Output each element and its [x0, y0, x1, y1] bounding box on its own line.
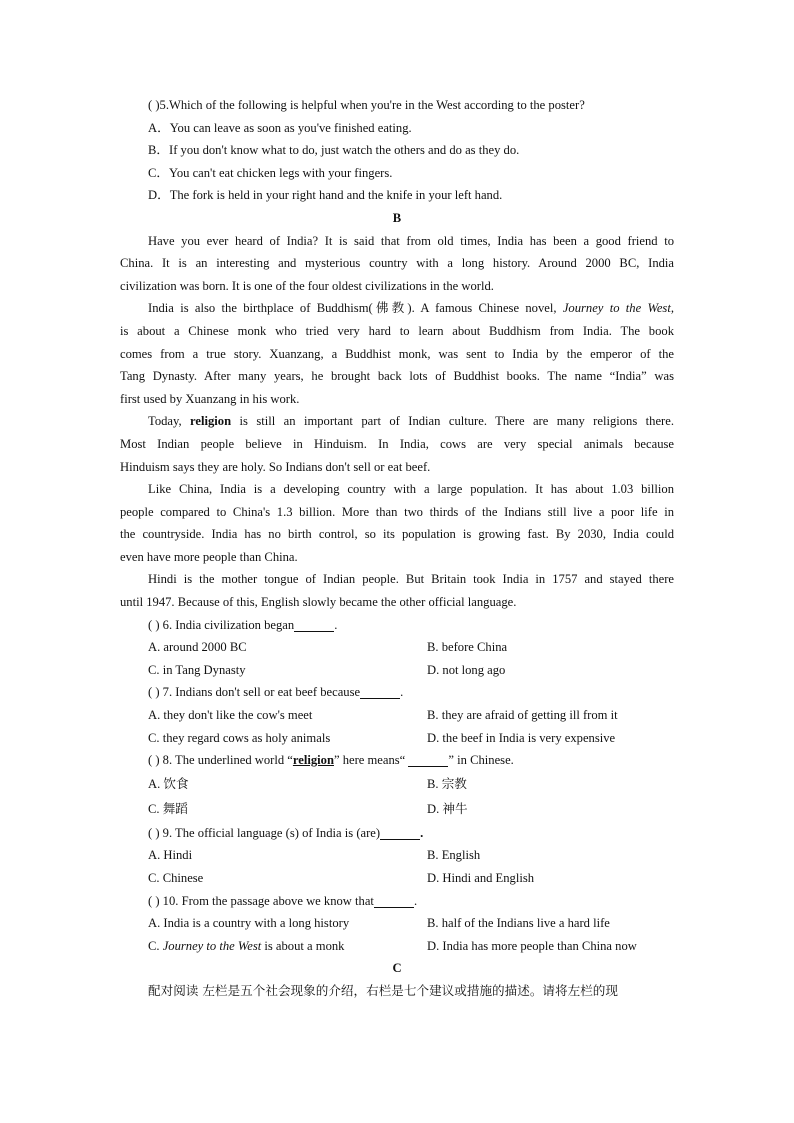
- q10-option-d: D. India has more people than China now: [427, 938, 637, 953]
- q10-option-c-suffix: is about a monk: [261, 938, 345, 953]
- p3-text-c: is still an important part of Indian culture. There are many religions there.: [231, 414, 674, 429]
- novel-title: Journey to the West,: [562, 301, 674, 316]
- passage-b-p3-line1: [120, 410, 674, 433]
- passage-b-p1-line3: civilization was born. It is one of the four oldest civilizations in the world.: [120, 278, 494, 293]
- q10-option-c-title: Journey to the West: [162, 938, 262, 953]
- q9-option-d: D. Hindi and English: [427, 871, 535, 885]
- passage-b-p2-line3: comes from a true story. Xuanzang, a Buddhist monk, was sent to India by the emperor of the: [120, 346, 674, 361]
- passage-b-p1-line2: China. It is an interesting and mysterious country with a long history. Around 2000 BC, India: [120, 256, 674, 271]
- section-b-title: B: [392, 210, 402, 225]
- q9-stem: [120, 822, 674, 845]
- passage-b-p2-line2: is about a Chinese monk who tried very hard to learn about Buddhism from India. The book: [120, 323, 674, 338]
- q9-option-c: C. Chinese: [148, 871, 204, 885]
- q6-blank[interactable]: [294, 617, 334, 632]
- q9-option-b: B. English: [427, 848, 481, 863]
- q8-underlined-word: religion: [292, 753, 334, 768]
- q6-option-a: A. around 2000 BC: [148, 640, 247, 655]
- q10-options-cd: [120, 935, 674, 958]
- p2-text: India is also the birthplace of Buddhism(佛教). A famous Chinese novel,: [148, 301, 563, 316]
- passage-b-p4-line3: the countryside. India has no birth control, so its population is growing fast. By 2030, India could: [120, 527, 674, 542]
- religion-word: religion: [190, 414, 232, 429]
- passage-b-p3-line3: Hinduism says they are holy. So Indians don't sell or eat beef.: [120, 459, 431, 474]
- q10-text: ( ) 10. From the passage above we know that: [148, 893, 374, 908]
- q7-blank[interactable]: [360, 684, 400, 699]
- q6-end: .: [334, 617, 338, 632]
- passage-b-p4-line4: even have more people than China.: [120, 549, 298, 564]
- q10-stem: [120, 890, 674, 913]
- q8-text-b: ” here means“: [333, 753, 409, 768]
- q6-options-cd: [120, 659, 674, 682]
- passage-b-p1-line1: Have you ever heard of India? It is said that from old times, India has been a good friend to: [148, 233, 674, 248]
- q7-option-c: C. they regard cows as holy animals: [148, 730, 331, 745]
- q8-options-cd: [120, 797, 674, 822]
- q6-options-ab: [120, 636, 674, 659]
- q7-option-a: A. they don't like the cow's meet: [148, 708, 313, 723]
- q8-option-c: C. 舞蹈: [148, 801, 188, 816]
- passage-b-p2-line1: [120, 297, 674, 320]
- q6-text: ( ) 6. India civilization began: [148, 617, 295, 632]
- p3-text-a: Today,: [148, 414, 191, 429]
- q8-stem: [120, 749, 674, 772]
- q6-option-d: D. not long ago: [427, 662, 506, 677]
- section-c-title: C: [392, 961, 402, 976]
- q9-text: ( ) 9. The official language (s) of India is (are): [148, 825, 381, 840]
- section-c-intro: 配对阅读 左栏是五个社会现象的介绍，右栏是七个建议或措施的描述。请将左栏的现: [148, 982, 618, 998]
- q8-text-c: ” in Chinese.: [448, 753, 514, 768]
- passage-b-p4-line1: Like China, India is a developing country with a large population. It has about 1.03 billion: [148, 482, 674, 497]
- q7-options-cd: [120, 727, 674, 750]
- q10-option-c-prefix: C.: [148, 938, 163, 953]
- q5-option-b: B．If you don't know what to do, just watch the others and do as they do.: [148, 143, 520, 158]
- q10-option-c: [148, 935, 427, 958]
- q7-option-d: D. the beef in India is very expensive: [427, 730, 616, 745]
- q9-options-cd: [120, 867, 674, 890]
- q5-stem: ( )5.Which of the following is helpful when you're in the West according to the poster?: [148, 98, 585, 112]
- q9-options-ab: [120, 844, 674, 867]
- q8-blank[interactable]: [408, 752, 448, 767]
- q8-text-a: ( ) 8. The underlined world “: [148, 753, 293, 768]
- q6-stem: [120, 614, 674, 637]
- q10-blank[interactable]: [374, 893, 414, 908]
- q5-option-a: A．You can leave as soon as you've finished eating.: [148, 120, 412, 135]
- q6-option-c: C. in Tang Dynasty: [148, 662, 246, 677]
- q6-option-b: B. before China: [427, 640, 508, 655]
- q7-end: .: [400, 685, 404, 700]
- passage-b-p4-line2: people compared to China's 1.3 billion. More than two thirds of the Indians still live a poor life in: [120, 504, 674, 519]
- q7-text: ( ) 7. Indians don't sell or eat beef because: [148, 685, 361, 700]
- q8-option-a: A. 饮食: [148, 776, 189, 791]
- q9-blank[interactable]: [380, 825, 420, 840]
- passage-b-p3-line2: Most Indian people believe in Hinduism. In India, cows are very special animals because: [120, 436, 674, 451]
- q8-option-b: B. 宗教: [427, 776, 467, 791]
- q8-options-ab: [120, 772, 674, 797]
- q9-end: .: [420, 825, 424, 840]
- q10-option-b: B. half of the Indians live a hard life: [427, 916, 610, 931]
- q5-option-d: D．The fork is held in your right hand and the knife in your left hand.: [148, 188, 503, 203]
- q7-stem: [120, 681, 674, 704]
- q10-option-a: A. India is a country with a long history: [148, 916, 350, 931]
- q7-option-b: B. they are afraid of getting ill from it: [427, 708, 618, 723]
- q9-option-a: A. Hindi: [148, 848, 193, 863]
- passage-b-p2-line5: first used by Xuanzang in his work.: [120, 391, 300, 406]
- q10-end: .: [413, 893, 418, 908]
- worksheet-page: [120, 94, 674, 1003]
- q7-options-ab: [120, 704, 674, 727]
- q10-options-ab: [120, 912, 674, 935]
- q5-option-c: C．You can't eat chicken legs with your fingers.: [148, 165, 393, 180]
- q8-option-d: D. 神牛: [427, 801, 468, 816]
- passage-b-p2-line4: Tang Dynasty. After many years, he brought back lots of Buddhist books. The name “India” was: [120, 369, 674, 384]
- passage-b-p5-line2: until 1947. Because of this, English slowly became the other official language.: [120, 595, 517, 610]
- passage-b-p5-line1: Hindi is the mother tongue of Indian people. But Britain took India in 1757 and stayed there: [148, 572, 674, 587]
